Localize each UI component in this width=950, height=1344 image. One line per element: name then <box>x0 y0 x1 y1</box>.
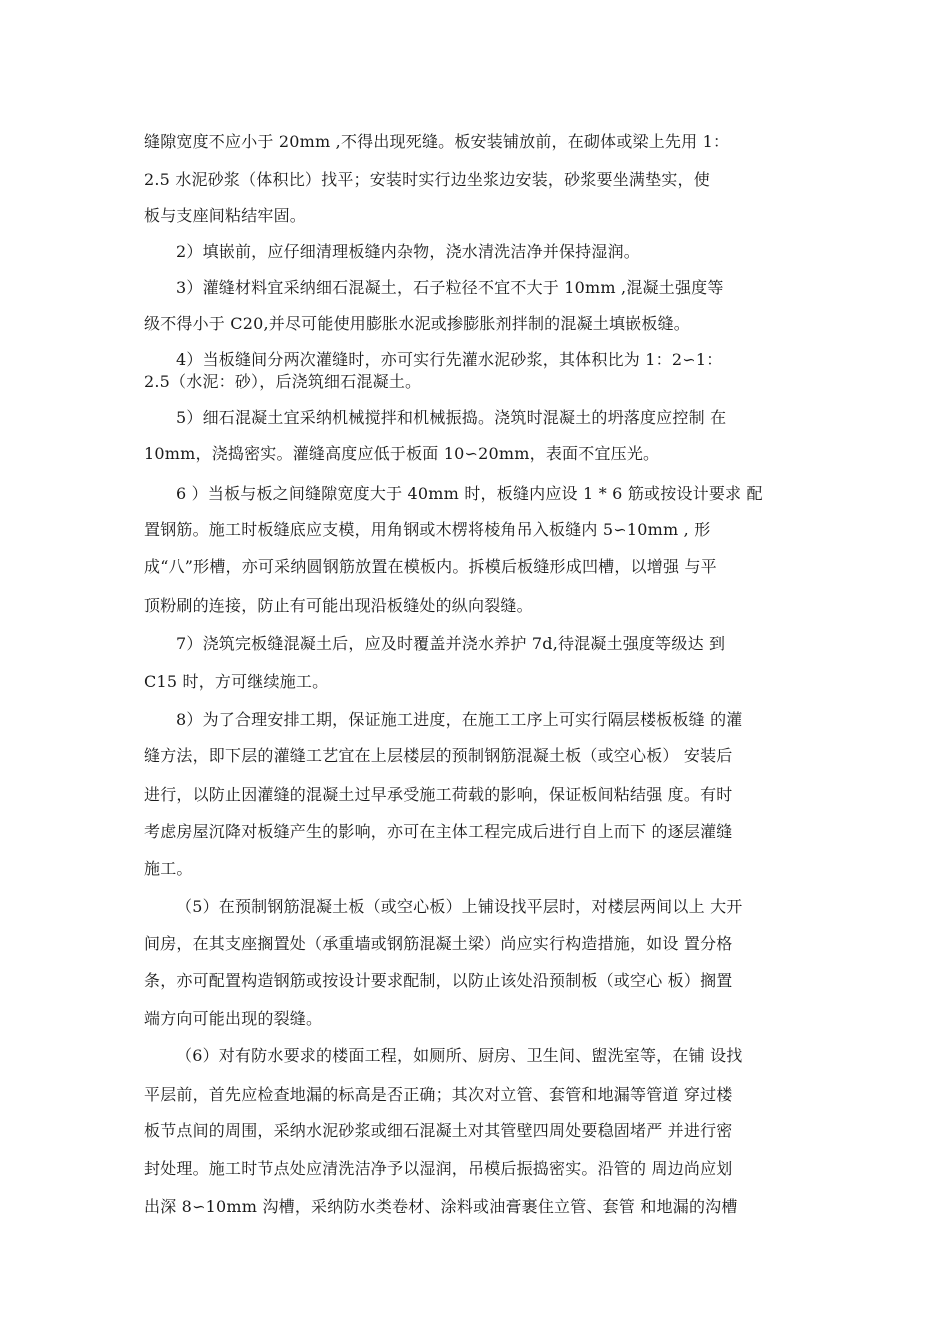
text-line: 置钢筋。施工时板缝底应支模，用角钢或木楞将棱角吊入板缝内 5∽10mm , 形 <box>144 520 711 539</box>
text-line: 缝隙宽度不应小于 20mm ,不得出现死缝。板安装铺放前，在砌体或梁上先用 1： <box>144 132 730 151</box>
text-line: 封处理。施工时节点处应清洗洁净予以湿润，吊模后振捣密实。沿管的 周边尚应划 <box>144 1159 733 1178</box>
text-line: （6）对有防水要求的楼面工程，如厕所、厨房、卫生间、盥洗室等，在铺 设找 <box>176 1046 743 1065</box>
text-line: 端方向可能出现的裂缝。 <box>144 1009 323 1028</box>
text-line: 3）灌缝材料宜采纳细石混凝土，石子粒径不宜不大于 10mm ,混凝土强度等 <box>176 278 724 297</box>
text-line: 2.5 水泥砂浆（体积比）找平；安装时实行边坐浆边安装，砂浆要坐满垫实，使 <box>144 170 710 189</box>
text-line: 10mm，浇捣密实。灌缝高度应低于板面 10∽20mm，表面不宜压光。 <box>144 444 660 463</box>
text-line: 级不得小于 C20,并尽可能使用膨胀水泥或掺膨胀剂拌制的混凝土填嵌板缝。 <box>144 314 690 333</box>
text-line: 缝方法，即下层的灌缝工艺宜在上层楼层的预制钢筋混凝土板（或空心板） 安装后 <box>144 746 733 765</box>
text-line: 顶粉刷的连接，防止有可能出现沿板缝处的纵向裂缝。 <box>144 596 533 615</box>
text-line: 板节点间的周围，采纳水泥砂浆或细石混凝土对其管壁四周处要稳固堵严 并进行密 <box>144 1121 733 1140</box>
text-line: 间房，在其支座搁置处（承重墙或钢筋混凝土梁）尚应实行构造措施，如设 置分格 <box>144 934 733 953</box>
text-line: 2）填嵌前，应仔细清理板缝内杂物，浇水清洗洁净并保持湿润。 <box>176 242 640 261</box>
text-line: 板与支座间粘结牢固。 <box>144 206 307 225</box>
text-line: 条，亦可配置构造钢筋或按设计要求配制，以防止该处沿预制板（或空心 板）搁置 <box>144 971 733 990</box>
text-line: （5）在预制钢筋混凝土板（或空心板）上铺设找平层时，对楼层两间以上 大开 <box>176 897 743 916</box>
text-line: 7）浇筑完板缝混凝土后，应及时覆盖并浇水养护 7d,待混凝土强度等级达 到 <box>176 634 726 653</box>
text-line: 平层前，首先应检查地漏的标高是否正确；其次对立管、套管和地漏等管道 穿过楼 <box>144 1085 733 1104</box>
text-line: 5）细石混凝土宜采纳机械搅拌和机械振捣。浇筑时混凝土的坍落度应控制 在 <box>176 408 727 427</box>
text-line: 施工。 <box>144 859 193 878</box>
text-line: 成“八”形槽，亦可采纳圆钢筋放置在模板内。拆模后板缝形成凹槽，以增强 与平 <box>144 557 717 576</box>
text-line: C15 时，方可继续施工。 <box>144 672 329 691</box>
text-line: 6 ）当板与板之间缝隙宽度大于 40mm 时，板缝内应设 1 * 6 筋或按设计要求 配 <box>176 484 763 503</box>
text-line: 出深 8∽10mm 沟槽，采纳防水类卷材、涂料或油膏裹住立管、套管 和地漏的沟槽 <box>144 1197 738 1216</box>
text-line: 进行，以防止因灌缝的混凝土过早承受施工荷载的影响，保证板间粘结强 度。有时 <box>144 785 733 804</box>
text-line: 8）为了合理安排工期，保证施工进度，在施工工序上可实行隔层楼板板缝 的灌 <box>176 710 743 729</box>
text-line: 2.5（水泥：砂），后浇筑细石混凝土。 <box>144 372 422 391</box>
text-line: 考虑房屋沉降对板缝产生的影响，亦可在主体工程完成后进行自上而下 的逐层灌缝 <box>144 822 733 841</box>
text-line: 4）当板缝间分两次灌缝时，亦可实行先灌水泥砂浆，其体积比为 1：2∽1： <box>176 350 723 369</box>
